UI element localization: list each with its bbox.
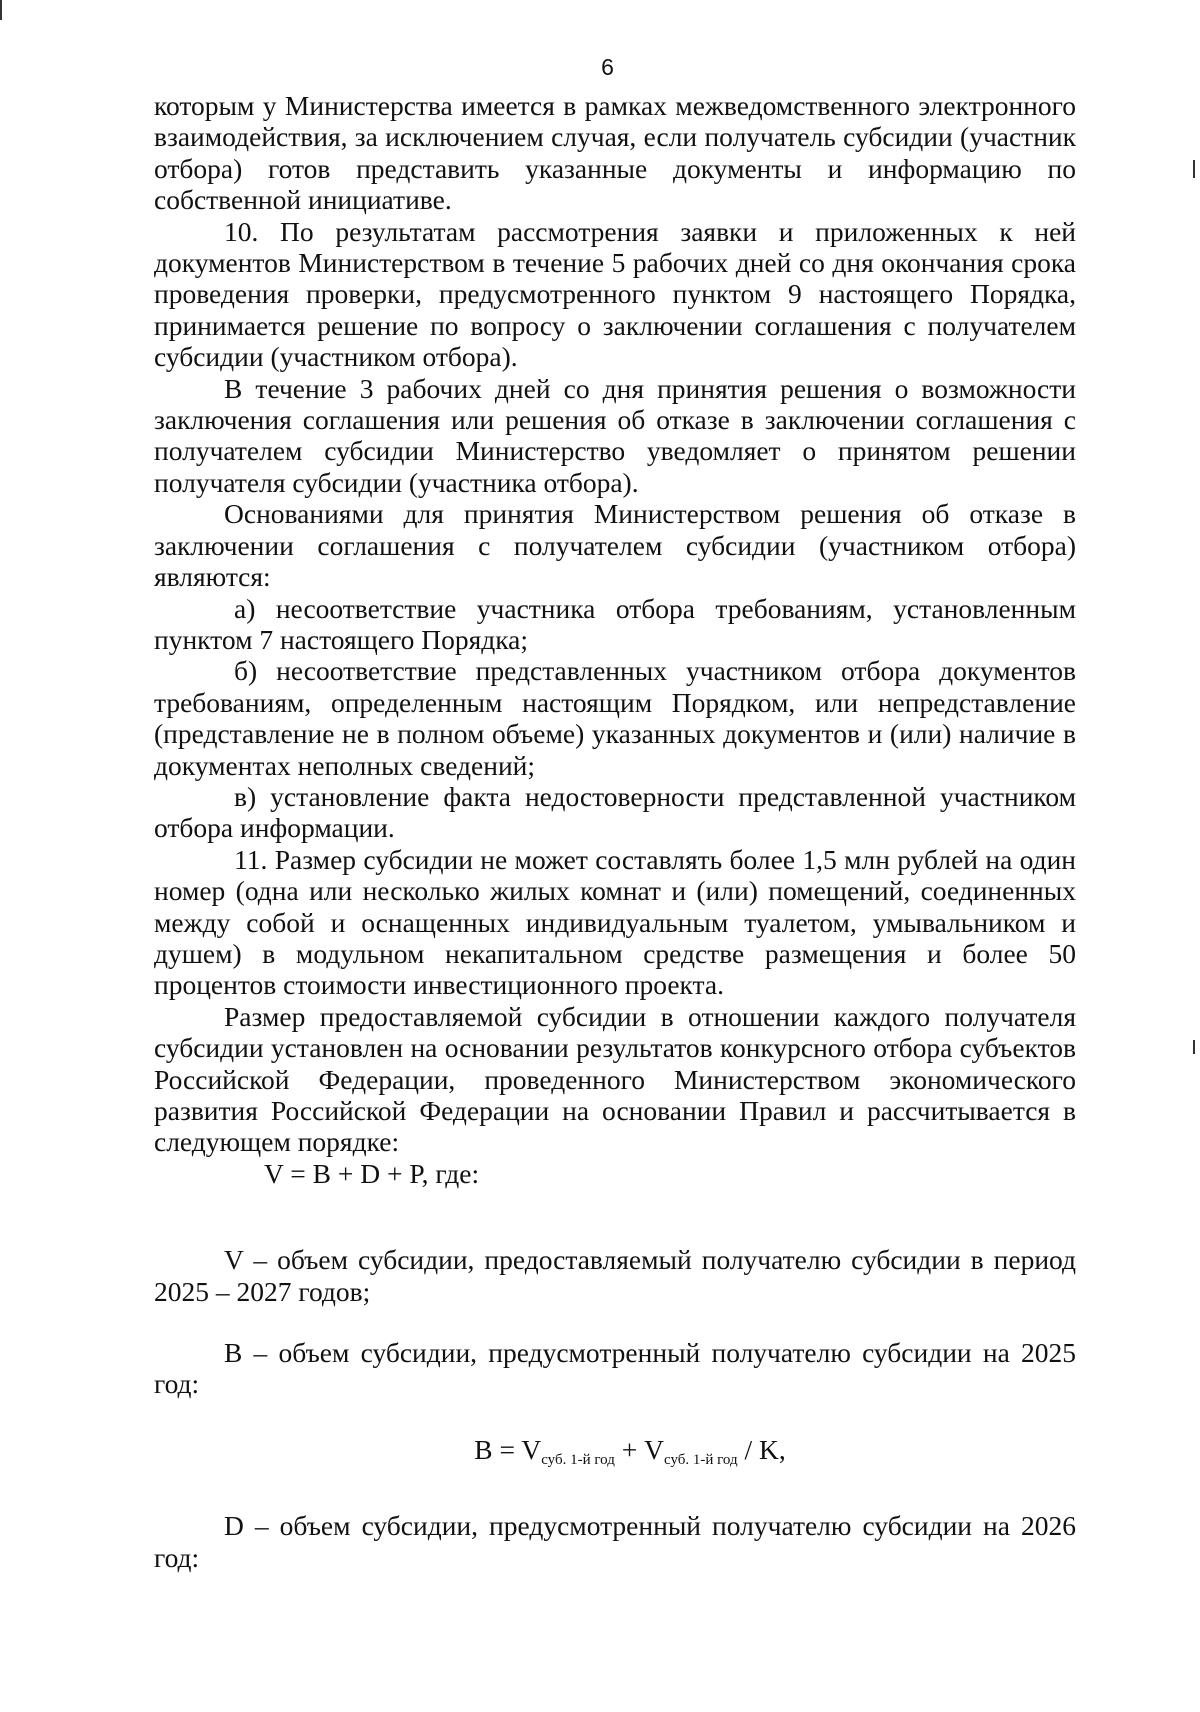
- list-item-a: а) несоответствие участника отбора требованиям, установленным пунктом 7 настоящего Порядка;: [154, 592, 1076, 655]
- formula-b-lhs: B = V: [474, 1433, 542, 1465]
- paragraph-continuation: которым у Министерства имеется в рамках межведомственного электронного взаимодействия, за исключением случая, если получатель субсидии (участник отбора) готов представить указанные документы и информацию по собственной инициативе.: [154, 90, 1076, 216]
- page-number: 6: [601, 54, 614, 80]
- formula-b-tail: / K,: [737, 1433, 786, 1465]
- list-item-c: в) установление факта недостоверности представленной участником отбора информации.: [154, 780, 1076, 844]
- paragraph-notification: В течение 3 рабочих дней со дня принятия решения о возможности заключения соглашения или решения об отказе в заключении соглашения с получателем субсидии Министерство уведомляет о принятом решении получателя субсидии (участника отбора).: [154, 372, 1076, 498]
- paragraph-10: 10. По результатам рассмотрения заявки и приложенных к ней документов Министерством в течение 5 рабочих дней со дня окончания срока проведения проверки, предусмотренного пунктом 9 настоящего Порядка, принимается решение по вопросу о заключении соглашения с получателем субсидии (участником отбора).: [154, 215, 1076, 373]
- scan-edge-mark: [1193, 1040, 1195, 1054]
- formula-b-subscript-1: суб. 1-й год: [541, 1451, 615, 1468]
- paragraph-subsidy-size: Размер предоставляемой субсидии в отношении каждого получателя субсидии установлен на основании результатов конкурсного отбора субъектов Российской Федерации, проведенного Министерством экономического развития Российской Федерации на основании Правил и рассчитывается в следующем порядке:: [154, 1000, 1076, 1158]
- document-body: [154, 90, 1076, 1573]
- formula-b-plus: + V: [614, 1433, 664, 1465]
- list-item-b: б) несоответствие представленных участником отбора документов требованиям, определенным настоящим Порядком, или непредставление (представление не в полном объеме) указанных документов и (или) наличие в документах неполных сведений;: [154, 655, 1076, 781]
- formula-main: V = B + D + P, где:: [264, 1157, 480, 1189]
- definition-b: B – объем субсидии, предусмотренный получателю субсидии на 2025 год:: [154, 1337, 1076, 1400]
- definition-v: V – объем субсидии, предоставляемый получателю субсидии в период 2025 – 2027 годов;: [154, 1244, 1076, 1307]
- formula-b-subscript-2: суб. 1-й год: [663, 1451, 738, 1468]
- paragraph-11: 11. Размер субсидии не может составлять более 1,5 млн рублей на один номер (одна или несколько жилых комнат и (или) помещений, соединенных между собой и оснащенных индивидуальным туалетом, умывальником и душем) в модульном некапитальном средстве размещения и более 50 процентов стоимости инвестиционного проекта.: [154, 843, 1076, 1001]
- definition-d: D – объем субсидии, предусмотренный получателю субсидии на 2026 год:: [154, 1510, 1076, 1573]
- scan-edge-mark: [1193, 160, 1195, 178]
- paragraph-refusal-grounds: Основаниями для принятия Министерством решения об отказе в заключении соглашения с получателем субсидии (участником отбора) являются:: [154, 498, 1076, 593]
- formula-b: [154, 1434, 1076, 1476]
- scan-edge-mark: [0, 0, 2, 20]
